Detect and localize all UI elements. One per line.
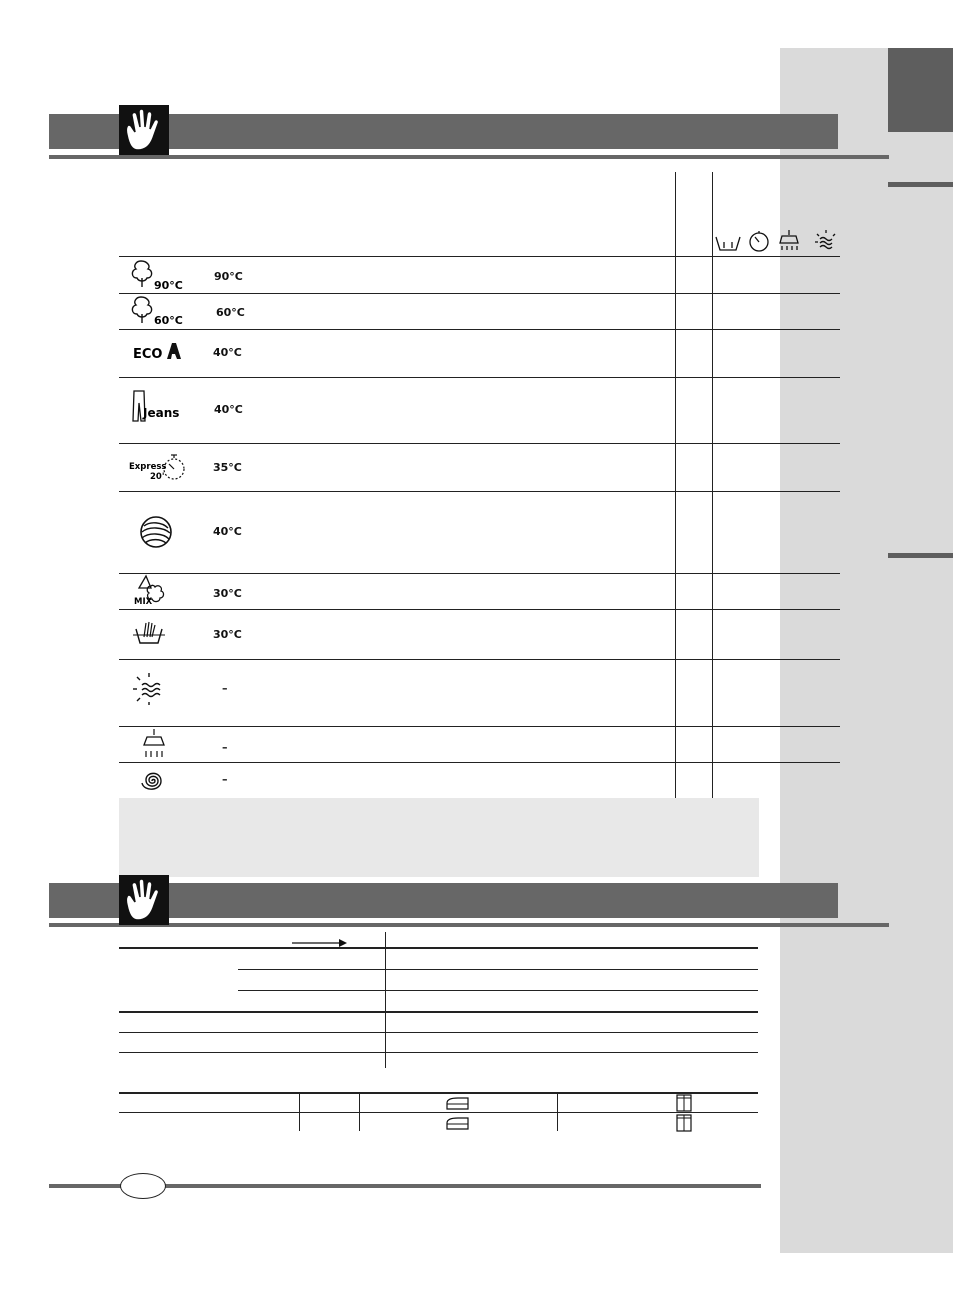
jeans-icon [128,389,188,429]
table-rule [119,1092,758,1094]
program-temp: – [222,741,228,754]
wool-icon [130,512,190,552]
table-divider [359,1093,360,1131]
rinse-icon [780,230,798,250]
wardrobe-icon [674,1114,694,1132]
row-separator [119,762,840,763]
sidebar-marker [888,553,953,558]
iron-icon [444,1115,470,1131]
cotton-icon-label: 60°C [154,314,183,327]
row-separator [119,377,840,378]
wardrobe-icon [674,1094,694,1112]
express-icon-label: Express [129,462,167,472]
program-temp: 30°C [213,628,242,641]
table-rule [238,990,758,991]
chapter-tab [888,48,953,132]
mix-icon [129,572,189,612]
hand-wash-icon [128,615,188,655]
timer-icon [750,231,768,251]
program-temp: – [222,773,228,786]
table-rule [119,1112,758,1113]
express-icon [128,448,188,488]
iron-icon [444,1095,470,1111]
program-temp: 30°C [213,587,242,600]
section-header-rule [49,923,889,927]
eco-icon [129,335,189,375]
tub-icon [716,237,740,250]
row-separator [119,573,840,574]
program-temp: – [222,682,228,695]
table-rule [119,1052,758,1053]
column-icons [714,228,840,254]
row-separator [119,609,840,610]
table-rule [119,1011,758,1013]
row-separator [119,491,840,492]
program-temp: 40°C [213,346,242,359]
cotton-icon-label: 90°C [154,279,183,292]
cotton-icon [127,257,187,297]
program-temp: 35°C [213,461,242,474]
arrow-right-icon [292,934,348,946]
refresh-icon [128,670,188,710]
mix-icon-label: MIX [134,597,153,607]
cold-wash-icon [815,230,835,249]
program-temp: 40°C [213,525,242,538]
cotton-icon [127,293,187,333]
jeans-icon-label: Jeans [143,406,180,420]
row-separator [119,659,840,660]
rinse-icon [128,726,188,766]
section-header-rule [49,155,889,159]
table-rule [238,969,758,970]
table-rule [119,947,758,949]
hand-icon [119,875,169,925]
page-number-oval [120,1173,166,1199]
table-divider [557,1093,558,1131]
row-separator [119,329,840,330]
program-temp: 40°C [214,403,243,416]
table-divider [675,172,676,798]
table-rule [119,1032,758,1033]
table-divider [385,932,386,1068]
sidebar-marker [888,182,953,187]
program-temp: 90°C [214,270,243,283]
row-separator [119,293,840,294]
hand-icon [119,105,169,155]
note-box [119,798,759,877]
eco-icon-label: ECO [133,347,163,362]
express-icon-sublabel: 20' [150,472,165,482]
table-divider [299,1093,300,1131]
spin-icon [128,761,188,801]
row-separator [119,256,840,257]
table-divider [712,172,713,798]
row-separator [119,443,840,444]
program-temp: 60°C [216,306,245,319]
row-separator [119,726,840,727]
